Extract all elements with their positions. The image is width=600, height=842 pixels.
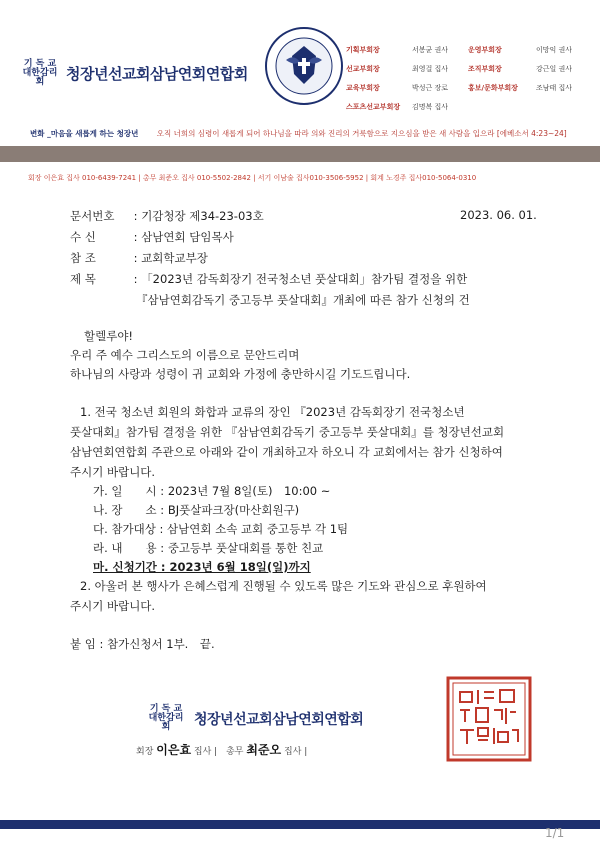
recipient-line: 수 신 : 삼남연회 담임목사 bbox=[70, 230, 234, 244]
greeting: 할렐루야! bbox=[84, 329, 134, 343]
application-deadline: 마. 신청기간 : 2023년 6월 18일(일)까지 bbox=[93, 560, 311, 574]
signature-org-name: 청장년선교회삼남연회연합회 bbox=[194, 711, 364, 728]
org-name: 청장년선교회삼남연회연합회 bbox=[66, 65, 248, 83]
detail-item: 다. 참가대상 : 삼남연회 소속 교회 중고등부 각 1팀 bbox=[93, 522, 349, 536]
bottom-bar bbox=[0, 820, 600, 829]
officer-row: 기획부회장 서봉균 권사 운영부회장 이망익 권사 bbox=[346, 46, 573, 54]
paragraph-1-line: 풋살대회』참가팀 결정을 위한 『삼남연회감독기 중고등부 풋살대회』를 청장년선교회 bbox=[70, 425, 505, 439]
paragraph-2-line: 2. 아울러 본 행사가 은혜스럽게 진행될 수 있도록 많은 기도와 관심으로 후원하여 bbox=[80, 579, 487, 593]
intro-line: 우리 주 예수 그리스도의 이름으로 문안드리며 bbox=[70, 348, 300, 362]
subject-line: 제 목 : 「2023년 감독회장기 전국청소년 풋살대회」참가팀 결정을 위한 bbox=[70, 272, 468, 286]
paragraph-1-line: 1. 전국 청소년 회원의 화합과 교류의 장인 『2023년 감독회장기 전국청소년 bbox=[80, 405, 465, 419]
address-bar bbox=[0, 146, 600, 162]
methodist-mark: 기 독 교 대한감리회 bbox=[148, 704, 184, 732]
official-seal-icon bbox=[446, 676, 532, 762]
signature-officers: 회장 이은효 집사 | 총무 최준오 집사 | bbox=[136, 743, 308, 757]
detail-item: 라. 내 용 : 중고등부 풋살대회를 통한 친교 bbox=[93, 541, 324, 555]
emblem-icon bbox=[264, 26, 344, 106]
document-date: 2023. 06. 01. bbox=[460, 208, 537, 222]
page-number: 1/1 bbox=[545, 826, 565, 840]
paragraph-1-line: 삼남연회연합회 주관으로 아래와 같이 개최하고자 하오니 각 교회에서는 참가 신청하여 bbox=[70, 445, 503, 459]
attachment-line: 붙 임 : 참가신청서 1부. 끝. bbox=[70, 637, 215, 651]
reference-line: 참 조 : 교회학교부장 bbox=[70, 251, 208, 265]
detail-item: 가. 일 시 : 2023년 7월 8일(토) 10:00 ~ bbox=[93, 484, 331, 498]
officer-row: 스포츠선교부회장 김명복 집사 bbox=[346, 103, 449, 111]
intro-line: 하나님의 사랑과 성령이 귀 교회와 가정에 충만하시길 기도드립니다. bbox=[70, 367, 411, 381]
subject-line-2: 『삼남연회감독기 중고등부 풋살대회』개최에 따른 참가 신청의 건 bbox=[136, 293, 470, 307]
paragraph-1-line: 주시기 바랍니다. bbox=[70, 465, 156, 479]
methodist-mark: 기 독 교 대한감리회 bbox=[22, 59, 58, 87]
paragraph-2-line: 주시기 바랍니다. bbox=[70, 599, 156, 613]
doc-number-line: 문서번호 : 기감청장 제34-23-03호 bbox=[70, 209, 264, 223]
officer-row: 선교부회장 최영걸 집사 조직부회장 강근일 권사 bbox=[346, 65, 573, 73]
contact-line: 회장 이은효 집사 010-6439-7241 | 총무 최준오 집사 010-5502-2842 | 서기 이남술 집사010-3506-5952 | 회계 노경주 집사010-5064-0310 bbox=[28, 174, 477, 182]
officer-row: 교육부회장 박성근 장로 홍보/문화부회장 조남태 집사 bbox=[346, 84, 573, 92]
signature-org-logo bbox=[146, 705, 363, 732]
org-logo bbox=[20, 60, 248, 87]
detail-item: 나. 장 소 : BJ풋살파크장(마산회원구) bbox=[93, 503, 300, 517]
motto-line: 변화 _마음을 새롭게 하는 청장년 오직 너희의 심령이 새롭게 되어 하나님을 따라 의와 진리의 거룩함으로 지으심을 받은 새 사람을 입으라 [에베소서 4:23~24] bbox=[30, 129, 567, 138]
